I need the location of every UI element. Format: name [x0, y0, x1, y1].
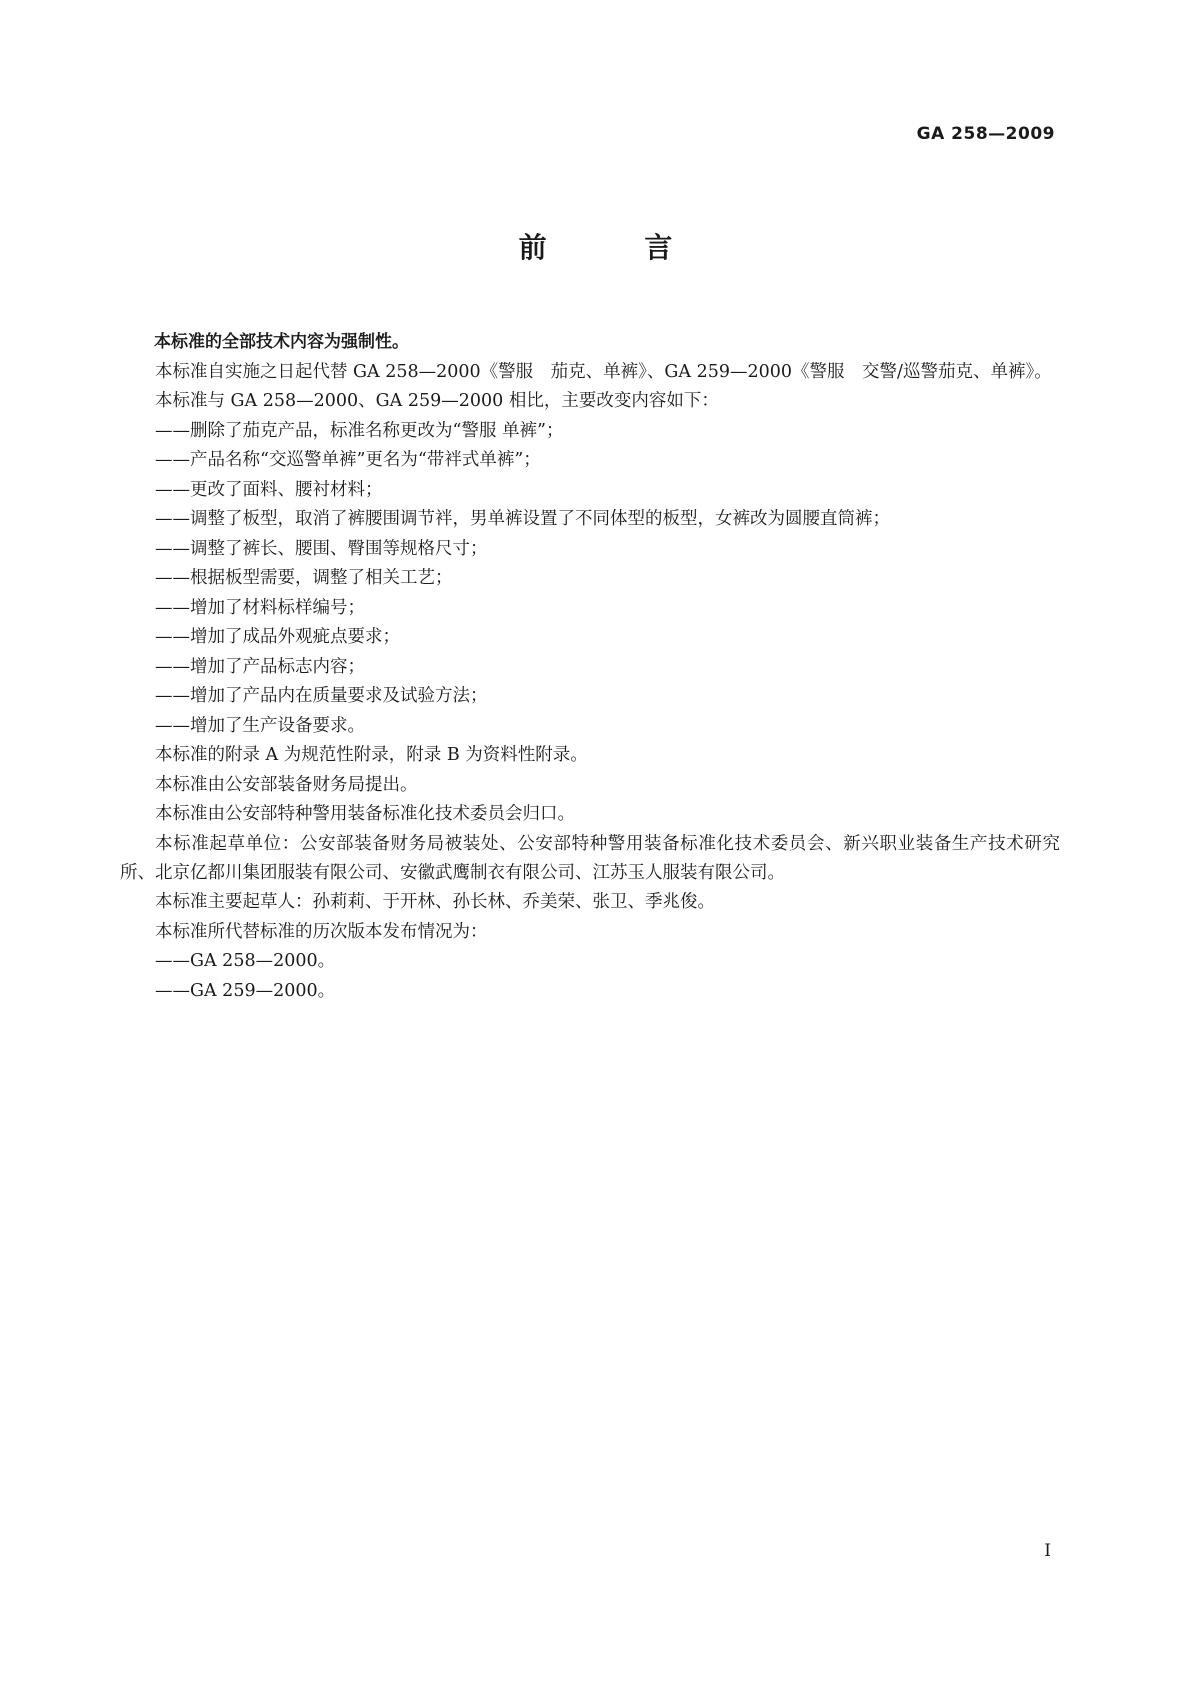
- change-item: ——产品名称“交巡警单裤”更名为“带袢式单裤”；: [155, 450, 541, 470]
- page-title: 前 言: [518, 231, 717, 264]
- change-item: ——增加了生产设备要求。: [155, 715, 365, 736]
- change-item: ——增加了产品标志内容；: [155, 656, 365, 677]
- history-item: ——GA 259—2000。: [155, 980, 336, 1001]
- drafting-units: 本标准起草单位：公安部装备财务局被装处、公安部特种警用装备标准化技术委员会、新兴职业装备生产技术研究所、北京亿都川集团服装有限公司、安徽武鹰制衣有限公司、江苏玉人服装有限公司。: [120, 833, 1060, 883]
- changes-intro: 本标准与 GA 258—2000、GA 259—2000 相比，主要改变内容如下：: [155, 391, 719, 411]
- change-item: ——增加了产品内在质量要求及试验方法；: [155, 686, 488, 706]
- page-number: I: [1044, 1541, 1051, 1561]
- change-item: ——删除了茄克产品，标准名称更改为“警服 单裤”；: [155, 420, 564, 441]
- change-item: ——调整了裤长、腰围、臀围等规格尺寸；: [155, 538, 488, 559]
- history-item: ——GA 258—2000。: [155, 951, 336, 971]
- administrator-statement: 本标准由公安部特种警用装备标准化技术委员会归口。: [155, 804, 575, 824]
- appendix-statement: 本标准的附录 A 为规范性附录，附录 B 为资料性附录。: [155, 745, 588, 765]
- change-item: ——根据板型需要，调整了相关工艺；: [155, 568, 453, 588]
- proposer-statement: 本标准由公安部装备财务局提出。: [155, 774, 418, 795]
- change-item: ——调整了板型，取消了裤腰围调节袢，男单裤设置了不同体型的板型，女裤改为圆腰直筒裤；: [155, 509, 890, 529]
- standard-id: GA 258—2009: [916, 124, 1055, 144]
- history-intro: 本标准所代替标准的历次版本发布情况为：: [155, 921, 488, 942]
- change-item: ——增加了材料标样编号；: [155, 597, 365, 618]
- replacement-statement: 本标准自实施之日起代替 GA 258—2000《警服 茄克、单裤》、GA 259—2000《警服 交警/巡警茄克、单裤》。: [155, 361, 1052, 382]
- change-item: ——增加了成品外观疵点要求；: [155, 627, 400, 647]
- change-item: ——更改了面料、腰衬材料；: [155, 479, 383, 500]
- drafters: 本标准主要起草人：孙莉莉、于开林、孙长林、乔美荣、张卫、季兆俊。: [155, 892, 715, 912]
- mandatory-statement: 本标准的全部技术内容为强制性。: [154, 332, 409, 352]
- foreword-body: [120, 328, 1060, 1006]
